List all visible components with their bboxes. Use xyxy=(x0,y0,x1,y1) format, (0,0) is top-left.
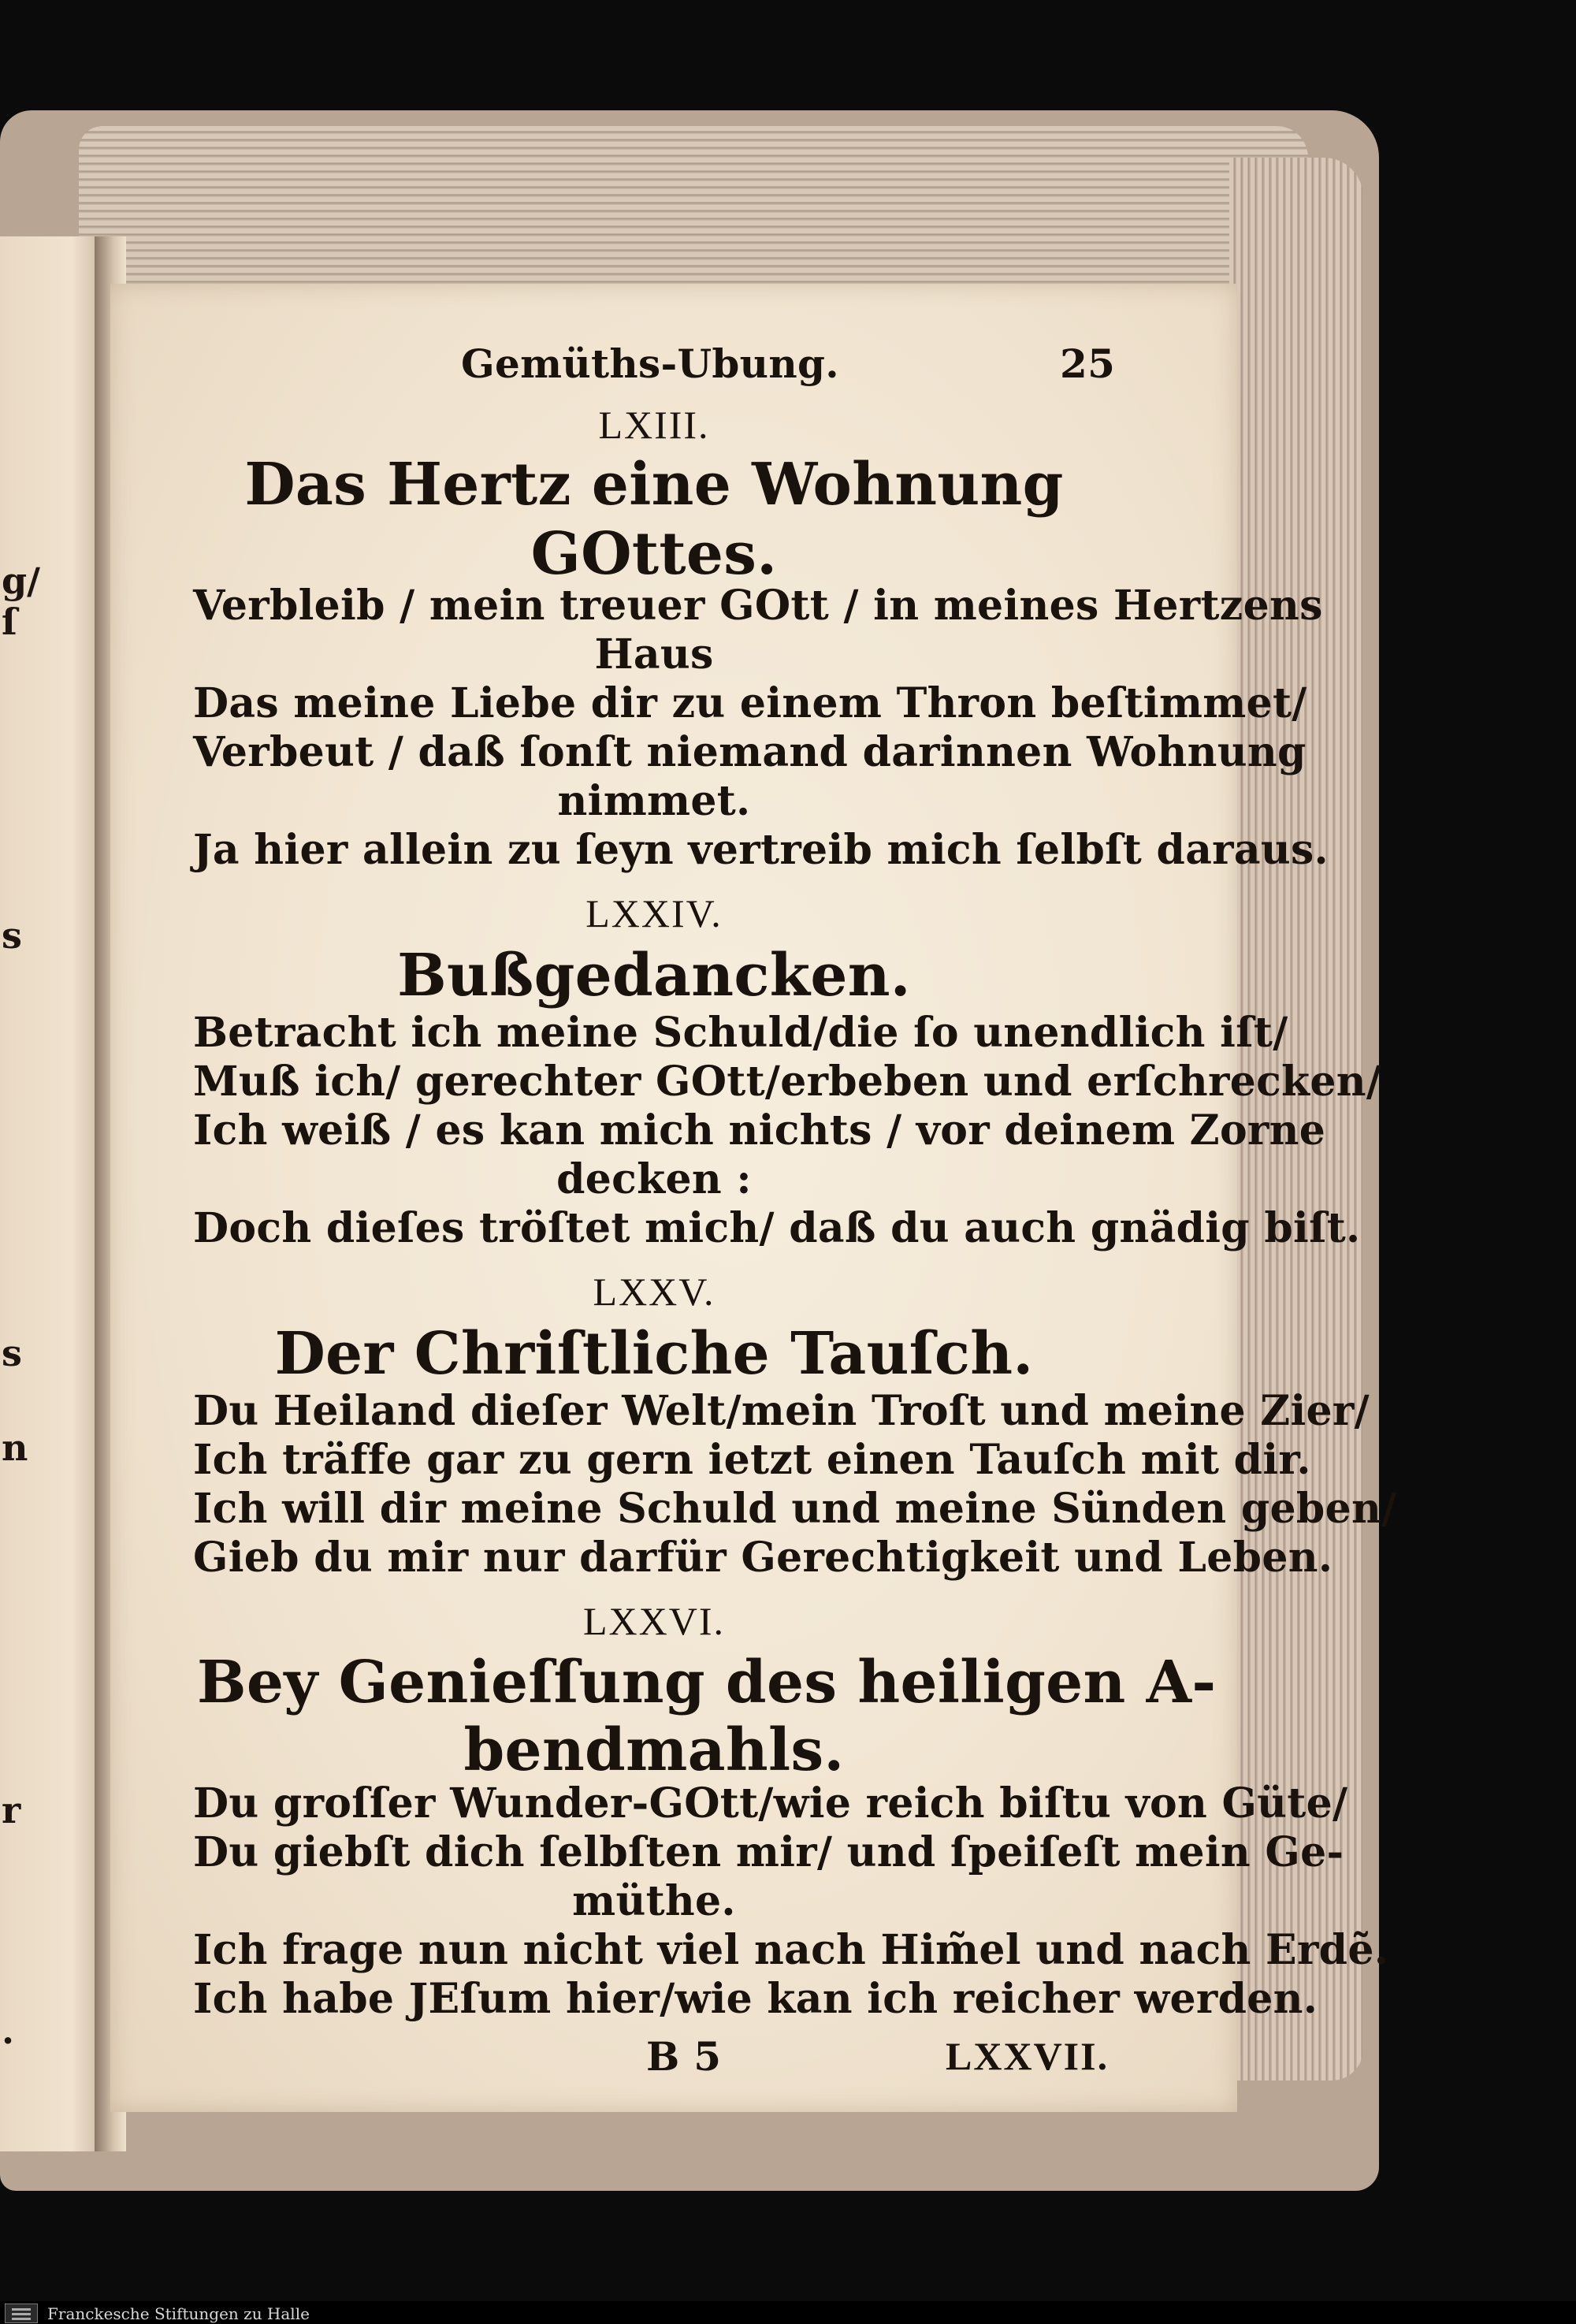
verse-lxxvi-line-2: Du giebſt dich ſelbſten mir/ und ſpeiſeſt mein Ge- xyxy=(193,1828,1344,1876)
catchword: LXXVII. xyxy=(946,2034,1110,2078)
section-number-lxxv: LXXV. xyxy=(593,1270,716,1314)
verse-lxxiv-line-2: Muß ich/ gerechter GOtt/erbeben und erſchrecken/ xyxy=(193,1058,1382,1106)
section-title-lxiii-line-1: Das Hertz eine Wohnung xyxy=(244,451,1064,519)
verse-lxxiv-line-5: Doch dieſes tröſtet mich/ daß du auch gnädig biſt. xyxy=(193,1204,1361,1252)
verse-lxxiv-line-4: decken : xyxy=(556,1155,752,1203)
verse-lxxvi-line-1: Du groſſer Wunder-GOtt/wie reich biſtu von Güte/ xyxy=(193,1779,1348,1828)
section-title-lxxiv: Bußgedancken. xyxy=(397,942,911,1010)
section-number-lxxvi: LXXVI. xyxy=(582,1599,726,1643)
verse-lxxv-line-4: Gieb du mir nur darfür Gerechtigkeit und Leben. xyxy=(193,1534,1333,1582)
left-page-text-5: n xyxy=(2,1426,28,1469)
verse-lxxv-line-3: Ich will dir meine Schuld und meine Sünden geben/ xyxy=(193,1485,1397,1533)
section-number-lxiii: LXIII. xyxy=(598,403,710,447)
verse-lxiii-line-4: Verbeut / daß ſonſt niemand darinnen Wohnung xyxy=(193,728,1307,776)
verse-lxxvi-line-3: müthe. xyxy=(572,1877,736,1925)
left-page-text-6: r xyxy=(2,1789,21,1831)
verse-lxiii-line-5: nimmet. xyxy=(557,777,751,825)
verse-lxxv-line-2: Ich träffe gar zu gern ietzt einen Tauſch mit dir. xyxy=(193,1436,1311,1484)
left-page-text-3: s xyxy=(2,914,22,957)
verse-lxiii-line-2: Haus xyxy=(594,630,714,679)
page-edges-top xyxy=(79,126,1308,284)
left-page-text-4: s xyxy=(2,1332,22,1374)
verse-lxxv-line-1: Du Heiland dieſer Welt/mein Troſt und meine Zier/ xyxy=(193,1387,1370,1435)
running-head: Gemüths-Ubung. xyxy=(461,340,839,387)
verse-lxxvi-line-5: Ich habe JEſum hier/wie kan ich reicher werden. xyxy=(193,1975,1318,2023)
section-title-lxiii-line-2: GOttes. xyxy=(530,520,778,588)
verse-lxiii-line-3: Das meine Liebe dir zu einem Thron beſtimmet/ xyxy=(193,679,1307,727)
page-number: 25 xyxy=(1060,340,1116,387)
section-title-lxxv: Der Chriſtliche Tauſch. xyxy=(274,1320,1034,1388)
verse-lxiii-line-1: Verbleib / mein treuer GOtt / in meines Hertzens xyxy=(193,582,1323,630)
left-page-fragment xyxy=(0,236,106,2151)
left-page-text-7: . xyxy=(2,2010,15,2052)
section-title-lxxvi-line-1: Bey Genieſſung des heiligen A- xyxy=(197,1649,1217,1716)
verse-lxxiv-line-1: Betracht ich meine Schuld/die ſo unendlich iſt/ xyxy=(193,1009,1288,1057)
section-number-lxxiv: LXXIV. xyxy=(585,891,723,935)
section-title-lxxvi-line-2: bendmahls. xyxy=(463,1716,845,1784)
left-page-text-1: g/ xyxy=(2,560,40,602)
verse-lxxiv-line-3: Ich weiß / es kan mich nichts / vor deinem Zorne xyxy=(193,1106,1326,1155)
institution-logo-icon xyxy=(5,2304,38,2323)
verse-lxxvi-line-4: Ich frage nun nicht viel nach Him̃el und nach Erdẽ. xyxy=(193,1926,1389,1974)
signature-mark: B 5 xyxy=(646,2033,722,2080)
footer-institution-name: Franckesche Stiftungen zu Halle xyxy=(47,2304,310,2323)
verse-lxiii-line-6: Ja hier allein zu ſeyn vertreib mich ſelbſt daraus. xyxy=(193,826,1329,874)
left-page-text-2: ſ xyxy=(2,601,17,643)
